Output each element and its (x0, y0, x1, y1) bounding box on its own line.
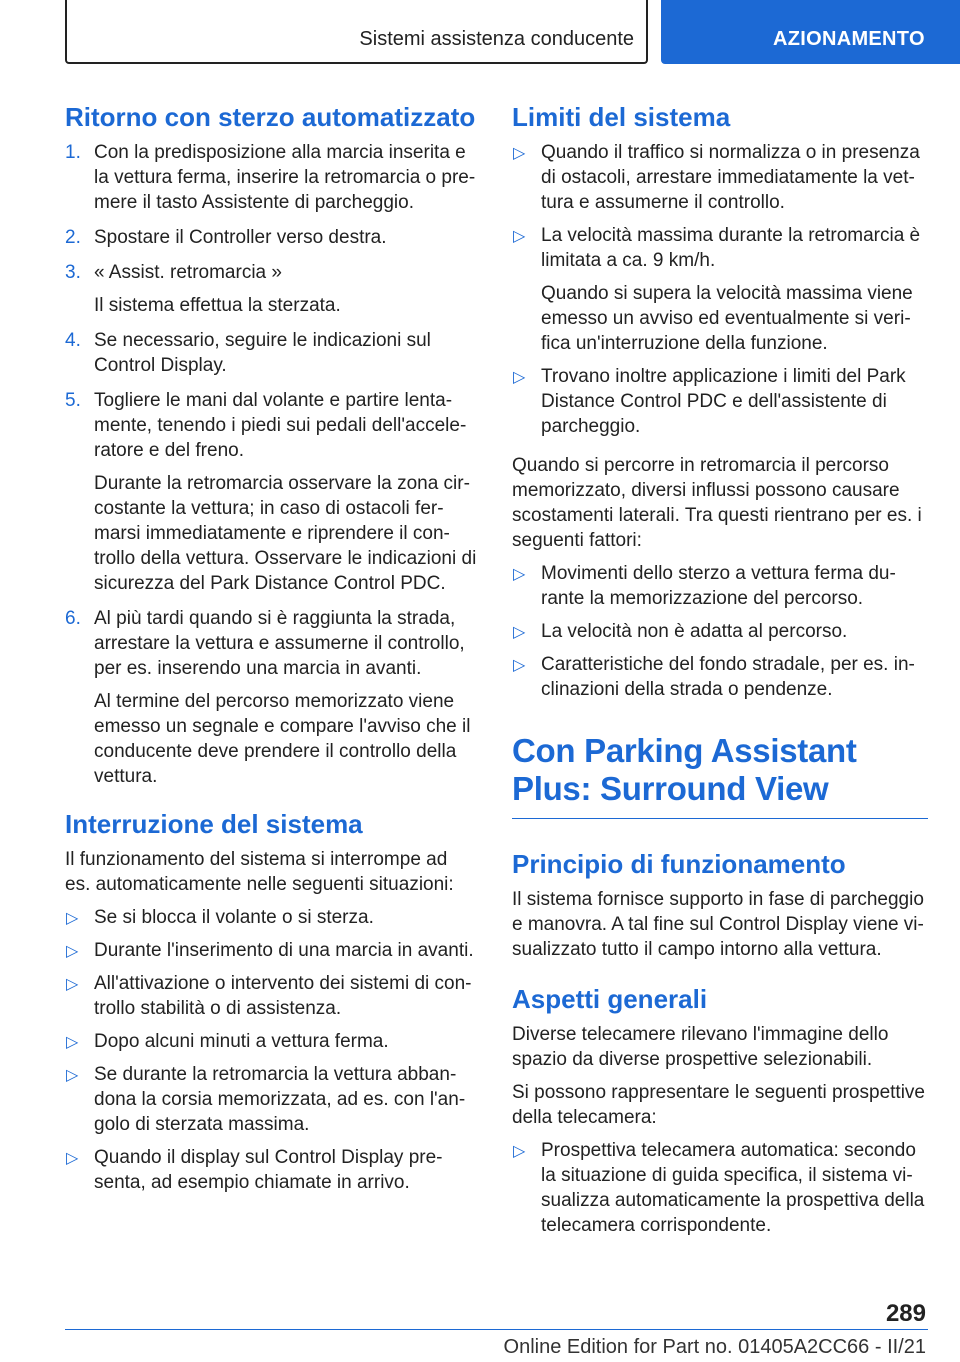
step-text: « Assist. retromarcia » (94, 262, 282, 283)
bullet-item (512, 619, 928, 644)
bullet-item (512, 140, 928, 215)
triangle-bullet-icon: ▷ (66, 910, 79, 927)
step-number: 3. (65, 262, 81, 283)
bullet-text: La velocità non è adatta al percorso. (541, 621, 848, 642)
heading-principio: Principio di funzionamento (512, 849, 846, 879)
triangle-bullet-icon: ▷ (513, 566, 526, 583)
bullet-text: Se durante la retromarcia la vettura abbandona la corsia memorizzata, ad es. con l'angolo di sterzata massima. (94, 1064, 466, 1135)
bullet-text: Caratteristiche del fondo stradale, per es. inclinazioni della strada o pendenze. (541, 654, 915, 700)
heading-interruzione: Interruzione del sistema (65, 809, 363, 839)
steps-list (65, 140, 477, 789)
step-number: 5. (65, 390, 81, 411)
limiti-factors-list (512, 561, 928, 702)
step-number: 4. (65, 330, 81, 351)
step-item (65, 606, 477, 789)
bullet-text: Quando il traffico si normalizza o in presenza di ostacoli, arrestare immediatamente la vettura e assumerne il controllo. (541, 142, 920, 213)
triangle-bullet-icon: ▷ (66, 1067, 79, 1084)
page-header (0, 0, 960, 66)
bullet-text: La velocità massima durante la retromarcia è limitata a ca. 9 km/h. (541, 225, 921, 271)
bullet-text: Durante l'inserimento di una marcia in avanti. (94, 940, 474, 961)
bullet-item (65, 1145, 477, 1195)
triangle-bullet-icon: ▷ (66, 976, 79, 993)
step-text: Se necessario, seguire le indicazioni sul Control Display. (94, 330, 431, 376)
edition-text: Online Edition for Part no. 01405A2CC66 - II/21 (503, 1336, 926, 1358)
page-number: 289 (885, 1300, 926, 1327)
interruzione-list (65, 905, 477, 1195)
bullet-item (65, 971, 477, 1021)
step-text: Spostare il Controller verso destra. (94, 227, 387, 248)
bullet-text: All'attivazione o intervento dei sistemi di controllo stabilità o di assistenza. (94, 973, 472, 1019)
triangle-bullet-icon: ▷ (513, 228, 526, 245)
bullet-text: Prospettiva telecamera automatica: secondo la situazione di guida specifica, il sistema visualizza automaticamente la prospettiva della telecamera corrispondente. (541, 1140, 925, 1236)
aspetti-list (512, 1138, 928, 1238)
interruzione-intro: Il funzionamento del sistema si interrompe ad es. automaticamente nelle seguenti situazioni: (65, 849, 454, 895)
bullet-item (65, 938, 477, 963)
section-title: Sistemi assistenza conducente (359, 28, 634, 50)
bullet-text: Quando si supera la velocità massima viene emesso un avviso ed eventualmente si verifica un'interruzione della funzione. (541, 283, 913, 354)
bullet-item (65, 1029, 477, 1054)
bullet-text: Se si blocca il volante o si sterza. (94, 907, 374, 928)
step-text: Al più tardi quando si è raggiunta la strada, arrestare la vettura e assumerne il controllo, per es. inserendo una marcia in avanti. (94, 608, 465, 679)
step-item (65, 328, 477, 378)
bullet-item (512, 364, 928, 439)
left-column (65, 100, 477, 1209)
step-text: Togliere le mani dal volante e partire lentamente, tenendo i piedi sui pedali dell'acceleratore e del freno. (94, 390, 467, 461)
triangle-bullet-icon: ▷ (513, 145, 526, 162)
heading-ritorno: Ritorno con sterzo automatizzato (65, 102, 476, 132)
chapter-title: AZIONAMENTO (773, 28, 925, 50)
bullet-text: Quando il display sul Control Display presenta, ad esempio chiamate in arrivo. (94, 1147, 443, 1193)
triangle-bullet-icon: ▷ (66, 1150, 79, 1167)
chapter-tab (661, 0, 960, 64)
heading-rule (512, 818, 928, 819)
step-item (65, 225, 477, 250)
section-tab (65, 0, 648, 64)
bullet-text: Trovano inoltre applicazione i limiti del Park Distance Control PDC e dell'assistente di parcheggio. (541, 366, 906, 437)
step-number: 6. (65, 608, 81, 629)
step-text: Con la predisposizione alla marcia inserita e la vettura ferma, inserire la retromarcia o premere il tasto Assistente di parcheggio. (94, 142, 476, 213)
bullet-item (65, 1062, 477, 1137)
step-number: 1. (65, 142, 81, 163)
principio-text: Il sistema fornisce supporto in fase di parcheggio e manovra. A tal fine sul Control Display viene visualizzato tutto il campo intorno alla vettura. (512, 889, 924, 960)
step-text: Durante la retromarcia osservare la zona circostante la vettura; in caso di ostacoli fermarsi immediatamente e riprendere il controllo della vettura. Osservare le indicazioni di sicurezza del Park Distance Control PDC. (94, 473, 477, 594)
aspetti-para2: Si possono rappresentare le seguenti prospettive della telecamera: (512, 1082, 925, 1128)
step-item (65, 388, 477, 596)
surround-title-line1: Con Parking Assistant (512, 732, 857, 769)
step-text: Al termine del percorso memorizzato viene emesso un segnale e compare l'avviso che il conducente deve prendere il controllo della vettura. (94, 691, 471, 787)
heading-aspetti: Aspetti generali (512, 984, 708, 1014)
step-text: Il sistema effettua la sterzata. (94, 295, 341, 316)
heading-surround-view (512, 732, 928, 808)
aspetti-para1: Diverse telecamere rilevano l'immagine dello spazio da diverse prospettive selezionabili. (512, 1024, 889, 1070)
bullet-item (512, 652, 928, 702)
heading-limiti: Limiti del sistema (512, 102, 731, 132)
bullet-item (512, 561, 928, 611)
bullet-item (512, 223, 928, 356)
triangle-bullet-icon: ▷ (513, 369, 526, 386)
step-number: 2. (65, 227, 81, 248)
step-item (65, 260, 477, 318)
footer-rule (65, 1329, 928, 1330)
limiti-list (512, 140, 928, 439)
right-column (512, 100, 928, 1252)
bullet-item (65, 905, 477, 930)
triangle-bullet-icon: ▷ (513, 624, 526, 641)
bullet-item (512, 1138, 928, 1238)
surround-title-line2: Plus: Surround View (512, 770, 829, 807)
page-footer (65, 1300, 928, 1362)
limiti-paragraph: Quando si percorre in retromarcia il percorso memorizzato, diversi influssi possono causare scostamenti laterali. Tra questi rientrano per es. i seguenti fattori: (512, 455, 922, 551)
triangle-bullet-icon: ▷ (66, 943, 79, 960)
triangle-bullet-icon: ▷ (513, 1143, 526, 1160)
bullet-text: Movimenti dello sterzo a vettura ferma durante la memorizzazione del percorso. (541, 563, 896, 609)
bullet-text: Dopo alcuni minuti a vettura ferma. (94, 1031, 389, 1052)
triangle-bullet-icon: ▷ (66, 1034, 79, 1051)
step-item (65, 140, 477, 215)
triangle-bullet-icon: ▷ (513, 657, 526, 674)
